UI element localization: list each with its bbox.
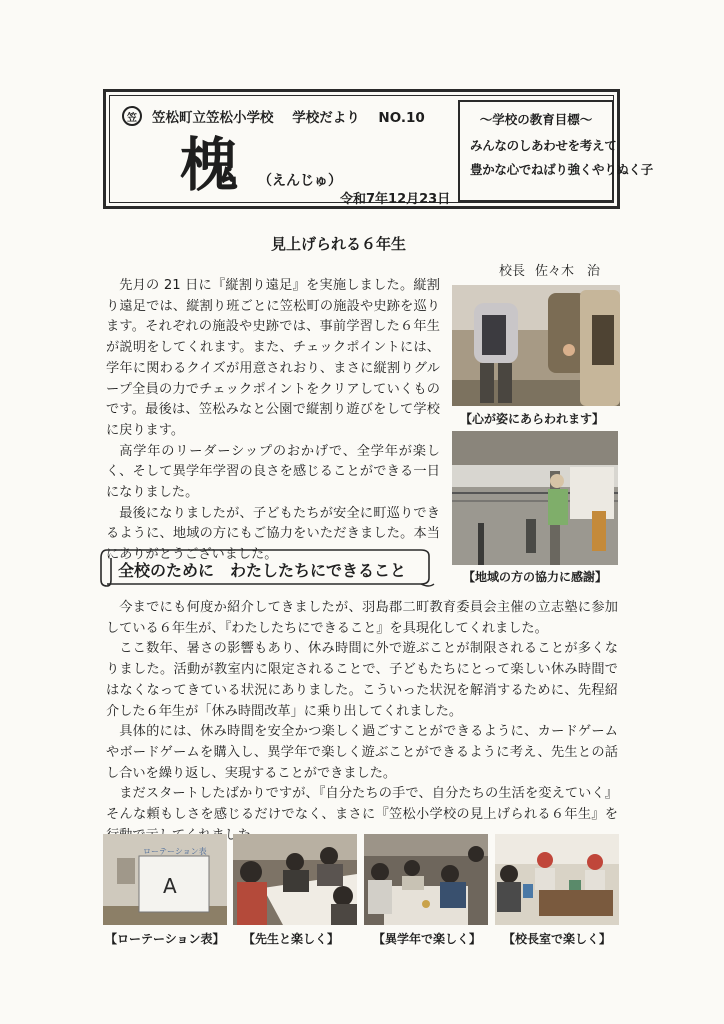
masthead — [103, 89, 654, 209]
education-goal-heading: ～学校の教育目標～ — [479, 112, 593, 127]
author-name: 佐々木 治 — [535, 264, 601, 279]
paragraph: 先月の 21 日に『縦割り遠足』を実施しました。縦割り遠足では、縦割り班ごとに笠松町の施設や史跡を巡ります。それぞれの施設や史跡では、事前学習した６年生が説明をしてくれます。また、チェックポイントには、学年に関わるクイズが用意されおり、まさに縦割りグループ全員の力でチェックポイントをクリアしていくものです。最後は、笠松みなと公園で縦割り遊びをして学校に戻ります。 — [106, 278, 440, 438]
education-goal-line: みんなのしあわせを考えて — [470, 138, 617, 153]
school-emblem-icon — [122, 106, 142, 126]
photo-children-walking — [452, 285, 620, 406]
author-role: 校長 — [499, 264, 526, 279]
issue-number: NO.10 — [378, 110, 425, 126]
paragraph: 高学年のリーダーシップのおかげで、全学年が楽しく、そして異学年学習の良さを感じることができる一日になりました。 — [106, 443, 440, 501]
school-name: 笠松町立笠松小学校 — [152, 110, 274, 126]
education-goal-box — [458, 100, 654, 202]
school-line — [152, 106, 439, 126]
photo-principal-office — [495, 834, 619, 925]
paragraph: 最後になりましたが、子どもたちが安全に町巡りできるように、地域の方にもご協力をいただきました。本当にありがとうございました。 — [106, 505, 440, 563]
photo-community-helper — [452, 431, 618, 565]
paragraph: 今までにも何度か紹介してきましたが、羽島郡二町教育委員会主催の立志塾に参加している６年生が、『わたしたちにできること』を具現化してくれました。 — [106, 600, 618, 636]
photo-rotation-board — [103, 834, 227, 925]
photo-caption: 【心が姿にあらわれます】 — [460, 412, 605, 426]
issue-date: 令和7年12月23日 — [340, 192, 451, 207]
photo-caption: 【先生と楽しく】 — [243, 932, 340, 946]
byline — [499, 260, 610, 279]
newsletter-title-reading: （えんじゅ） — [258, 173, 342, 189]
article-title: 見上げられる６年生 — [271, 235, 407, 253]
newsletter-label: 学校だより — [292, 110, 360, 126]
photo-caption: 【ローテーション表】 — [105, 932, 225, 946]
paragraph: まだスタートしたばかりですが、『自分たちの手で、自分たちの生活を変えていく』そんな頼もしさを感じるだけでなく、まさに『笠松小学校の見上げられる６年生』を し — [106, 786, 618, 843]
photo-caption: 【校長室で楽しく】 — [503, 932, 612, 946]
photo-with-teacher — [233, 834, 357, 925]
photo-caption: 【地域の方の協力に感謝】 — [463, 570, 608, 584]
photo-mixed-grades — [364, 834, 488, 925]
article-body — [106, 598, 618, 846]
emblem-char: 笠 — [127, 112, 137, 124]
board-heading: ローテーション表 — [143, 847, 207, 856]
board-letter: A — [163, 874, 177, 898]
masthead-inner-border — [109, 95, 654, 207]
section-banner — [99, 544, 436, 590]
article-body — [106, 276, 440, 566]
paragraph: ここ数年、暑さの影響もあり、休み時間に外で遊ぶことが制限されることが多くなりました。活動が教室内に限定されることで、子どもたちにとって楽しい休み時間ではなくなってきている状況にありました。こういった状況を解消するために、先程紹介した６年生が「休み時間改革」に乗り出してくれました。 — [106, 641, 618, 719]
photo-caption: 【異学年で楽しく】 — [373, 932, 482, 946]
section-title: 全校のために わたしたちにできること — [118, 561, 407, 580]
newsletter-title: 槐 — [180, 131, 239, 199]
education-goal-line: 豊かな心でねばり強くやりぬく子 — [470, 162, 654, 177]
paragraph: 具体的には、休み時間を安全かつ楽しく過ごすことができるように、カードゲームやボードゲームを購入し、異学年で楽しく遊ぶことができるように考え、先生との話し合いを繰り返し、実現することができました。 — [106, 724, 618, 781]
